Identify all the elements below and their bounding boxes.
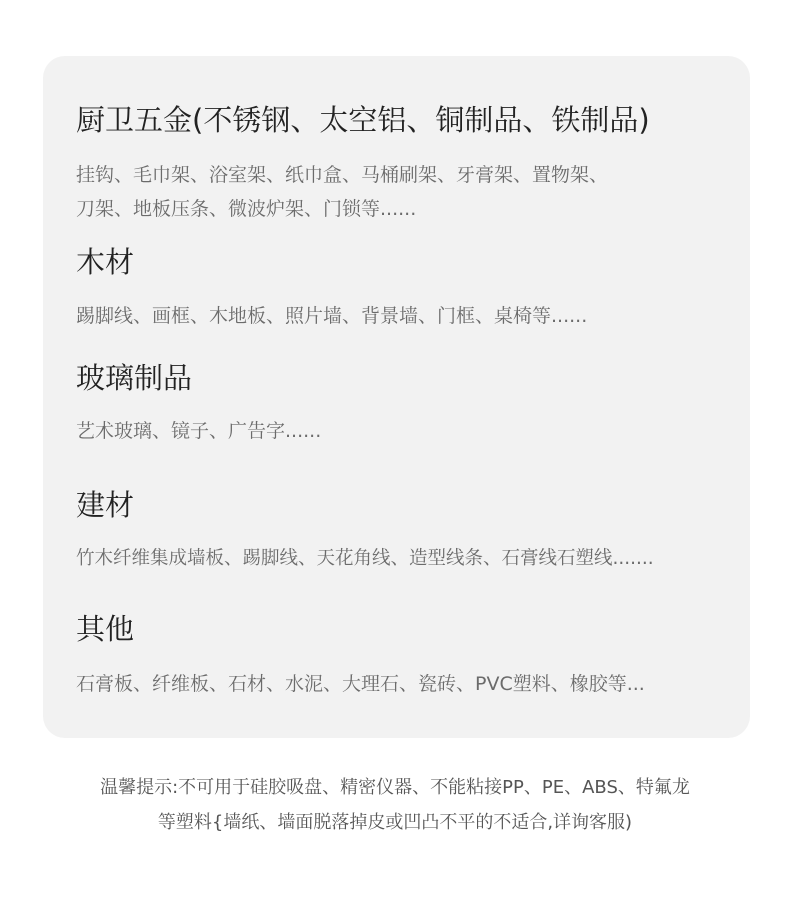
section-desc-other [76,667,645,701]
section-desc-line: 竹木纤维集成墙板、踢脚线、天花角线、造型线条、石膏线石塑线....... [76,548,654,569]
section-desc-line: 挂钩、毛巾架、浴室架、纸巾盒、马桶刷架、牙膏架、置物架、 [76,164,609,186]
tip-line-2: 等塑料{墙纸、墙面脱落掉皮或凹凸不平的不适合,详询客服) [157,812,633,833]
section-desc-hardware [76,158,608,226]
section-desc-line: 石膏板、纤维板、石材、水泥、大理石、瓷砖、PVC塑料、橡胶等... [76,673,645,695]
section-title-glass: 玻璃制品 [76,361,193,395]
section-desc-line: 刀架、地板压条、微波炉架、门锁等...... [76,198,417,220]
section-title-building: 建材 [76,488,135,522]
section-title-wood: 木材 [76,245,135,279]
section-desc-wood [76,299,587,333]
section-desc-building [76,542,654,576]
tip-line-1: 温馨提示:不可用于硅胶吸盘、精密仪器、不能粘接PP、PE、ABS、特氟龙 [100,777,690,798]
section-desc-line: 艺术玻璃、镜子、广告字...... [76,420,322,442]
section-title-other: 其他 [76,612,135,646]
section-desc-line: 踢脚线、画框、木地板、照片墙、背景墙、门框、桌椅等...... [76,305,588,327]
section-desc-glass [76,414,321,448]
section-title-hardware: 厨卫五金(不锈钢、太空铝、铜制品、铁制品) [76,103,650,137]
materials-card [43,56,750,738]
